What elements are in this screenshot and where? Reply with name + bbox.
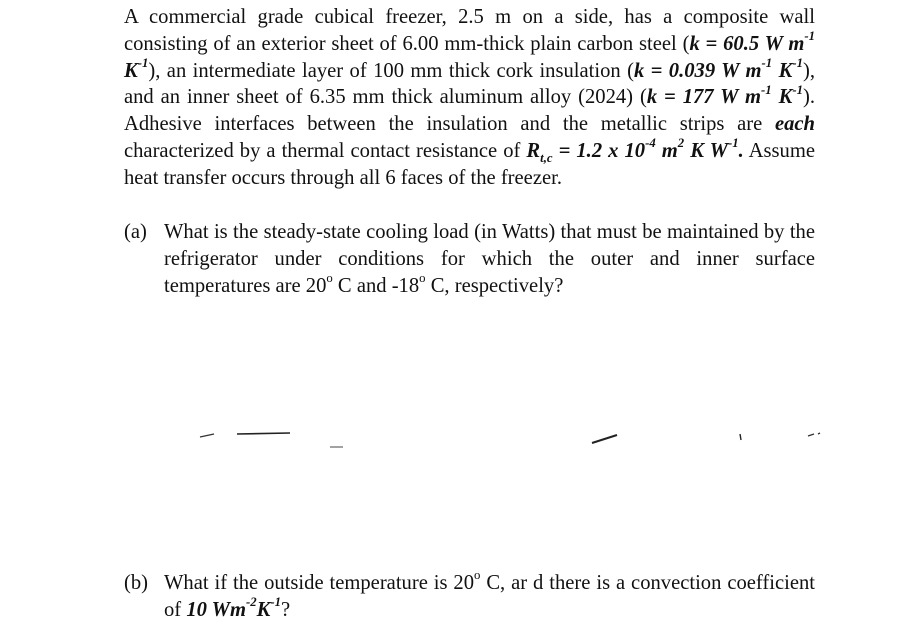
degree-symbol: o bbox=[326, 270, 333, 285]
convection-coefficient-exp-m: -2 bbox=[246, 595, 257, 610]
question-a-label: (a) bbox=[124, 221, 147, 243]
k-cork-exp-m: -1 bbox=[761, 55, 773, 70]
k-steel-value: k = 60.5 W m bbox=[689, 32, 805, 55]
intro-text-1: A commercial grade cubical freezer, 2.5 m on a side, has a composite wall consisting of an exterior sheet of 6.00 mm-thick plain carbon steel ( bbox=[124, 6, 815, 55]
intro-text-6: Assume heat transfer occurs through all 6 faces of the freezer. bbox=[124, 139, 815, 189]
degree-symbol: o bbox=[419, 270, 426, 285]
intro-text-4: ). Adhesive interfaces between the insulation and the metallic strips are bbox=[124, 86, 815, 136]
k-aluminum-value: k = 177 W m bbox=[646, 86, 762, 109]
intro-text-2: ), an intermediate layer of 100 mm thick cork insulation ( bbox=[148, 59, 634, 82]
stray-mark bbox=[592, 435, 617, 443]
degree-symbol: o bbox=[474, 568, 481, 583]
k-steel-unit-k: K bbox=[124, 59, 138, 82]
k-aluminum-exp-k: -1 bbox=[792, 82, 803, 97]
stray-mark bbox=[200, 434, 214, 437]
stray-mark bbox=[808, 434, 814, 436]
contact-resistance-unit-m: m bbox=[655, 139, 678, 162]
contact-resistance-unit-kw-exp: -1 bbox=[727, 136, 739, 151]
question-b-text-1: What if the outside temperature is 20 bbox=[164, 572, 475, 594]
contact-resistance-subscript: t,c bbox=[540, 151, 553, 166]
question-b bbox=[124, 570, 815, 624]
k-cork-value: k = 0.039 W m bbox=[633, 59, 762, 82]
question-b-text-3: ? bbox=[281, 598, 291, 621]
contact-resistance-symbol: R bbox=[526, 139, 541, 162]
stray-mark bbox=[818, 433, 820, 434]
k-cork-unit-k: K bbox=[772, 59, 793, 82]
convection-coefficient bbox=[186, 595, 282, 621]
k-steel-exp-m: -1 bbox=[804, 29, 815, 44]
contact-resistance-value: = 1.2 x 10 bbox=[552, 139, 646, 162]
question-b-label: (b) bbox=[124, 572, 149, 594]
each-emphasis: each bbox=[774, 113, 815, 136]
question-a-text-2: C and -18 bbox=[332, 274, 420, 297]
stray-mark bbox=[740, 434, 741, 440]
intro-text-5: characterized by a thermal contact resistance of bbox=[124, 139, 527, 162]
contact-resistance-exp: -4 bbox=[645, 136, 656, 151]
contact-resistance-unit-kw: K W bbox=[684, 139, 728, 162]
question-a-text-1: What is the steady-state cooling load (in Watts) that must be maintained by the refrigerator under conditions for which the outer and inner surface temperatures are 20 bbox=[164, 221, 815, 297]
question-b-text-2: C, ar d there is a convection coefficient of bbox=[164, 572, 815, 621]
intro-text-3: ), and an inner sheet of 6.35 mm thick aluminum alloy (2024) ( bbox=[124, 59, 815, 109]
contact-resistance-period: . bbox=[738, 139, 744, 162]
k-aluminum-unit-k: K bbox=[771, 86, 793, 109]
stray-mark bbox=[237, 433, 290, 434]
convection-coefficient-exp-k: -1 bbox=[270, 595, 282, 610]
question-a-text-3: C, respectively? bbox=[425, 274, 564, 297]
k-aluminum-exp-m: -1 bbox=[761, 82, 772, 97]
k-steel-exp-k: -1 bbox=[137, 55, 149, 70]
contact-resistance-unit-m-exp: 2 bbox=[677, 136, 685, 151]
question-b-text bbox=[164, 570, 815, 624]
k-cork-exp-k: -1 bbox=[792, 55, 803, 70]
convection-coefficient-unit-k: K bbox=[256, 598, 271, 621]
convection-coefficient-value: 10 Wm bbox=[186, 598, 247, 621]
